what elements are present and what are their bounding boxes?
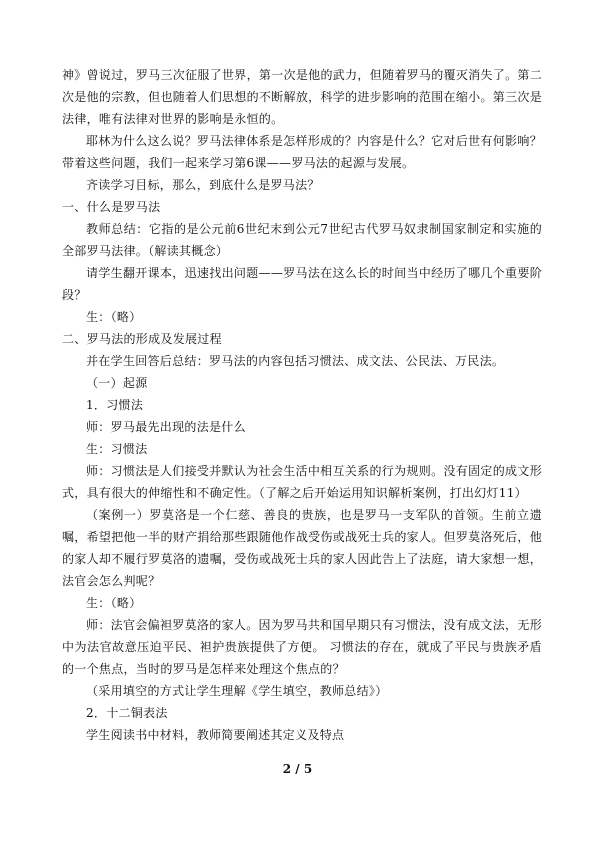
paragraph-14: 学生阅读书中材料，教师简要阐述其定义及特点: [86, 728, 345, 742]
paragraph-10: 师：习惯法是人们接受并默认为社会生活中相互关系的行为规则。没有固定的成文形式，具有很大的伸缩性和不确定性。（了解之后开始运用知识解析案例，打出幻灯11）: [62, 464, 542, 500]
paragraph-6: 生：（略）: [86, 310, 142, 324]
paragraph-9: 生：习惯法: [86, 442, 148, 456]
section-heading-2: 二、罗马法的形成及发展过程: [62, 332, 222, 346]
page-number: 2 / 5: [282, 762, 313, 776]
paragraph-1: 神》曾说过，罗马三次征服了世界，第一次是他的武力，但随着罗马的覆灭消失了。第二次是他的宗教，但也随着人们思想的不断解放，科学的进步影响的范围在缩小。第三次是法律，唯有法律对世界的影响是永恒的。: [62, 68, 542, 126]
paragraph-8: 师：罗马最先出现的法是什么: [86, 420, 246, 434]
paragraph-13: （采用填空的方式让学生理解《学生填空，教师总结》）: [86, 684, 388, 698]
document-body: [62, 64, 542, 746]
paragraph-4: 教师总结：它指的是公元前6世纪末到公元7世纪古代罗马奴隶制国家制定和实施的全部罗马法律。（解读其概念）: [62, 222, 542, 258]
paragraph-12: 师：法官会偏袒罗莫洛的家人。因为罗马共和国早期只有习惯法，没有成文法，无形中为法官故意压迫平民、袒护贵族提供了方便。 习惯法的存在，就成了平民与贵族矛盾的一个焦点，当时的罗马是怎样来处理这个焦点的？: [62, 618, 542, 676]
item-heading-twelve-tables: 2．十二铜表法: [86, 706, 168, 720]
paragraph-2: 耶林为什么这么说？罗马法律体系是怎样形成的？内容是什么？它对后世有何影响？带着这些问题，我们一起来学习第6课——罗马法的起源与发展。: [62, 134, 542, 170]
paragraph-3: 齐读学习目标，那么，到底什么是罗马法？: [86, 178, 320, 192]
paragraph-case-one: （案例一）罗莫洛是一个仁慈、善良的贵族，也是罗马一支军队的首领。生前立遗嘱，希望把他一半的财产捐给那些跟随他作战受伤或战死士兵的家人。但罗莫洛死后，他的家人却不履行罗莫洛的遗嘱，受伤或战死士兵的家人因此告上了法庭，请大家想一想，法官会怎么判呢？: [62, 508, 542, 588]
item-heading-customary-law: 1．习惯法: [86, 398, 144, 412]
subsection-heading-origin: （一）起源: [86, 376, 148, 390]
paragraph-11: 生：（略）: [86, 596, 142, 610]
paragraph-5: 请学生翻开课本，迅速找出问题——罗马法在这么长的时间当中经历了哪几个重要阶段？: [62, 266, 542, 302]
paragraph-7: 并在学生回答后总结：罗马法的内容包括习惯法、成文法、公民法、万民法。: [86, 354, 505, 368]
section-heading-1: 一、什么是罗马法: [62, 200, 161, 214]
